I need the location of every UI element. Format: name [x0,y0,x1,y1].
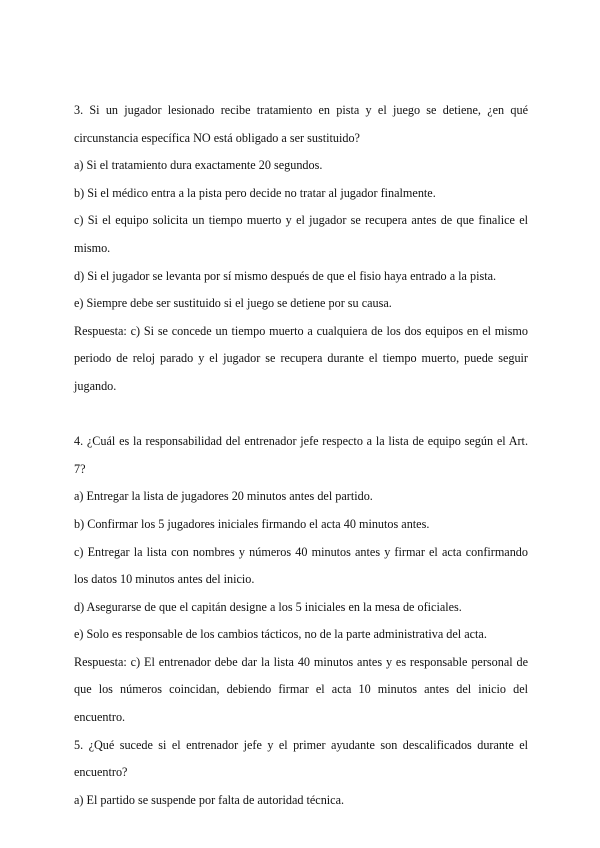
question-4: 4. ¿Cuál es la responsabilidad del entrenador jefe respecto a la lista de equipo según el Art. 7? [74,434,528,476]
question-3: 3. Si un jugador lesionado recibe tratamiento en pista y el juego se detiene, ¿en qué circunstancia específica NO está obligado a ser sustituido? [74,103,528,145]
question-4-option-c: c) Entregar la lista con nombres y números 40 minutos antes y firmar el acta confirmando los datos 10 minutos antes del inicio. [74,544,528,587]
question-5-option-a: a) El partido se suspende por falta de autoridad técnica. [74,792,345,807]
paragraph-gap [74,401,528,429]
question-4-option-b: b) Confirmar los 5 jugadores iniciales firmando el acta 40 minutos antes. [74,516,430,531]
question-3-option-e: e) Siempre debe ser sustituido si el juego se detiene por su causa. [74,296,392,311]
document-body [74,97,528,814]
question-3-option-d: d) Si el jugador se levanta por sí mismo después de que el fisio haya entrado a la pista. [74,268,497,283]
question-4-answer: Respuesta: c) El entrenador debe dar la lista 40 minutos antes y es responsable personal de que los números coincidan, debiendo firmar el acta 10 minutos antes del inicio del encuentro. [74,654,528,725]
question-5: 5. ¿Qué sucede si el entrenador jefe y el primer ayudante son descalificados durante el encuentro? [74,737,528,780]
question-4-option-d: d) Asegurarse de que el capitán designe a los 5 iniciales en la mesa de oficiales. [74,599,462,614]
question-3-option-a: a) Si el tratamiento dura exactamente 20 segundos. [74,158,323,173]
question-3-answer: Respuesta: c) Si se concede un tiempo muerto a cualquiera de los dos equipos en el mismo periodo de reloj parado y el jugador se recupera durante el tiempo muerto, puede seguir jugando. [74,323,528,393]
question-4-option-e: e) Solo es responsable de los cambios tácticos, no de la parte administrativa del acta. [74,627,487,642]
question-3-option-c: c) Si el equipo solicita un tiempo muerto y el jugador se recupera antes de que finalice el mismo. [74,213,528,255]
question-3-option-b: b) Si el médico entra a la pista pero decide no tratar al jugador finalmente. [74,185,436,200]
question-4-option-a: a) Entregar la lista de jugadores 20 minutos antes del partido. [74,489,373,504]
